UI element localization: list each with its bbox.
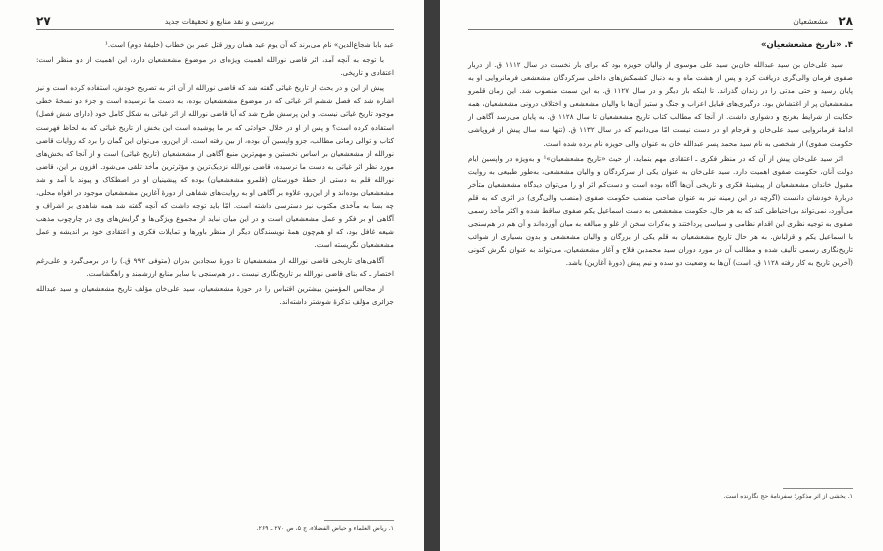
left-page-number: ۲۷ xyxy=(36,14,51,28)
right-footnote: ۱. یخشی از اثر مذکور؛ سفرنامهٔ حج نگارنده است. xyxy=(723,493,853,500)
paragraph: پیش از این و در بحث از تاریخ غیاثی گفته شد که قاضی نورالله از آن اثر به تصریح خودش، استفاده کرده است و نیز اشاره شد که فصل ششم اثر غیاثی که در موضوع مشعشعیان بوده، به دست ما نرسیده است و جزء دو نسخهٔ خطی موجود تاریخ غیاثی نیست. و این پرسش طرح شد که آیا قاضی نورالله از اثر غیاثی به شکل کامل خود (دارای شش فصل) استفاده کرده است؟ و پس از او در خلال حوادثی که بر ما پوشیده است این بخش از تاریخ غیاثی که به لحاظ فهرست کتاب و توالی زمانی مطالب، جزو واپسین آن بوده، از بین رفته است. از این‌رو، می‌توان این گمان را برد که روایات قاضی نورالله از مشعشعیان بر اساس نخستین و مهم‌ترین منبع آگاهی از مشعشعیان (تاریخ غیاثی) است و از آنجا که بخش‌های مورد نظر اثر غیاثی به دست ما نرسیده، قاضی نورالله نزدیک‌ترین و مؤثرترین مأخذ تلقی می‌شود. افزون بر این، قاضی نورالله قلم به دستی از حطهٔ خوزستان (قلمرو مشعشعیان) بوده که پیشینیان او در اصطکاک و پیوند با آمد و شد مشعشعیان بوده‌اند و از این‌رو، علاوه بر آگاهی او به روایت‌های شفاهی از دورهٔ آغازین مشعشعیان موجود در افواه محلی، چه بسا به مآخذی مکتوب نیز دسترسی داشته است. امّا باید توجه داشت که آنچه گفته شد همه شاهدی بر اشراف و آگاهی او بر فکر و عمل مشعشعیان است و در این میان نباید از مجموع ویژگی‌ها و گرایش‌های وی در چارچوب مذهب شیعه غافل بود، که او هم‌چون همهٔ نویسندگان دیگر از منظر باورها و تمایلات فکری و اعتقادی خود بر اندیشه و عمل مشعشعیان نگریسته است. xyxy=(36,83,394,250)
right-running-head xyxy=(440,14,883,28)
section-heading: ۴. «تاریخ مشعشعیان» xyxy=(760,40,853,50)
left-running-head xyxy=(0,14,424,28)
left-running-title: بررسی و نقد منابع و تحقیقات جدید xyxy=(164,17,274,26)
left-header-rule xyxy=(36,29,394,30)
book-gutter xyxy=(424,0,440,551)
right-header-rule xyxy=(468,29,853,30)
left-footnote: ۱. ریاض العلماء و حیاض الفضلاء، ج ۵، ص ۲۷۰ ـ ۲۶۹. xyxy=(256,525,394,532)
right-footnote-rule xyxy=(783,488,853,489)
paragraph: عبد بابا شجاع‌الدین» نام می‌برند که آن یوم عید همان روز قتل عمر بن خطاب (خلیفهٔ دوم) است.¹ xyxy=(104,40,394,49)
left-footnote-rule xyxy=(324,520,394,521)
right-body-text xyxy=(468,58,853,272)
left-body-text xyxy=(36,38,394,310)
paragraph: اثر سید علی‌خان پیش از آن که در منظر فکری ـ اعتقادی مهم بنماید، از حیث «تاریخ مشعشعیان»¹ و به‌ویژه در واپسین ایام دولت آنان، حکومت صفوی اهمیت دارد. سید علی‌خان به عنوان یکی از سرکردگان و والیان مشعشعی، به‌طور طبیعی به روایت مقبول خاندان مشعشعیان از پیشینهٔ فکری و تاریخی آن‌ها آگاه بوده است و دست‌کم اثر او را می‌توان دیدگاه مشعشعیان متأخر دربارهٔ خودشان دانست (اگرچه در این زمینه نیز به عنوان صاحب منصب حکومت صفوی (منصب والی‌گری) در اثری که به قلم می‌آورد، نمی‌تواند بی‌احتیاطی کند که به هر حال، حکومت مشعشعی به دست اسماعیل یکم صفوی ساقط شده و اکثر مآخذ رسمی صفوی به توجیه نظری این اقدام نظامی و سیاسی پرداختند و به‌کرات سخن از غلو و مبالغه به میان آورده‌اند و آن هم در هم‌سنجی با اسماعیل یکم و قزلباش. به هر حال تاریخ مشعشعیان به قلم یکی از بزرگان و والیان مشعشعی و بدون بسیاری از شوائب تاریخ‌نگاری رسمی تألیف شده و مطالب آن در مورد دوران سید محمدبن فلاح و آغاز مشعشعیان، می‌تواند به عنوان نگرش کنونی (آخرین تاریخ به کار رفته ۱۱۲۸ ق. است) آن‌ها به وضعیت دو سده و نیم پیش (دورهٔ آغازین) باشد. xyxy=(468,153,853,268)
right-page xyxy=(440,0,883,551)
paragraph: آگاهی‌های تاریخی قاضی نورالله از مشعشعیان تا دورهٔ سجادبن بدران (متوفی ۹۹۲ ق.) را در برمی‌گیرد و علی‌رغم اختصار ـ که بنای قاضی نورالله بر تاریخ‌نگاری نیست ـ در هم‌سنجی با سایر منابع ارزشمند و راهگشاست. xyxy=(36,255,394,278)
left-page xyxy=(0,0,424,551)
right-page-number: ۲۸ xyxy=(838,14,853,28)
paragraph: سید علی‌خان بن سید عبدالله خان‌بن سید علی موسوی از والیان حویزه بود که برای بار نخست در سال ۱۱۱۲ ق. از دربار صفوی فرمان والی‌گری دریافت کرد و پس از هشت ماه و به دنبال کشمکش‌های داخلی سرکردگان مشعشعی فرمانروایی او به پایان رسید و حتی مدتی را در زندان گذراند. تا اینکه بار دیگر و در سال ۱۱۲۷ ق. به این سمت منصوب شد. این زمان قلمرو مشعشعیان پر از اغتشاش بود. درگیری‌های قبایل اعراب و جنگ و ستیز آن‌ها با والیان مشعشعی و اختلاف درونی مشعشعیان، همه حکایت از شرایط بغرنج و دشواری داشت. از آنجا که مطالب کتاب تاریخ مشعشعیان تا سال ۱۱۲۸ ق. به پایان می‌رسد آگاهی از ادامهٔ فرمانروایی سید علی‌خان و فرجام او در دست نیست امّا می‌دانیم که در سال ۱۱۳۲ ق. (تنها سه سال پیش از فروپاشی حکومت صفوی) از شخصی به نام سید محمد پسر عبدالله خان به عنوان والی حویزه نام برده شده است. xyxy=(468,60,853,148)
paragraph: با توجه به آنچه آمد، اثر قاضی نورالله اهمیت ویژه‌ای در موضوع مشعشعیان دارد، این اهمیت از دو منظر است: اعتقادی و تاریخی. xyxy=(36,55,394,78)
paragraph: از مجالس المؤمنین بیشترین اقتباس را در حوزهٔ مشعشعیان، سید علی‌خان مؤلف تاریخ مشعشعیان و سید عبدالله جزائری مؤلف تذکرهٔ شوشتر داشته‌اند. xyxy=(36,283,394,306)
right-running-title: مشعشعیان xyxy=(793,17,828,26)
